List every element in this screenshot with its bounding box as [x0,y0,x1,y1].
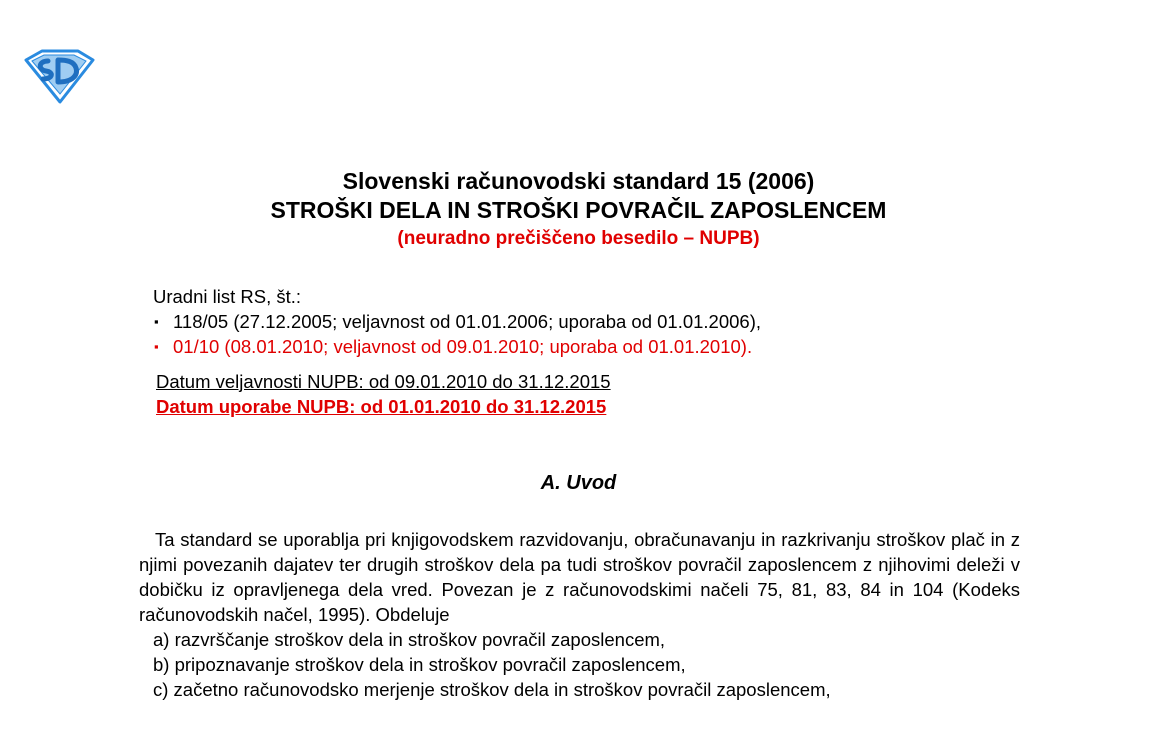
bullet-icon: ▪ [154,314,159,329]
intro-body [139,527,1020,702]
list-item: b) pripoznavanje stroškov dela in stroškov povračil zaposlencem, [153,654,686,675]
section-heading: A. Uvod [540,472,617,494]
sd-logo-icon [22,48,96,104]
list-item: a) razvrščanje stroškov dela in stroškov povračil zaposlencem, [153,629,666,650]
gazette-label: Uradni list RS, št.: [153,286,302,307]
document-title [0,167,1157,253]
gazette-item [153,309,761,334]
official-gazette-block [153,284,761,359]
gazette-item-text: 01/10 (08.01.2010; veljavnost od 09.01.2010; uporaba od 01.01.2010). [173,336,753,357]
gazette-list [153,309,761,359]
gazette-item [153,334,761,359]
validity-dates [156,369,611,419]
list-item: c) začetno računovodsko merjenje stroškov dela in stroškov povračil zaposlencem, [153,679,831,700]
gazette-item-text: 118/05 (27.12.2005; veljavnost od 01.01.2006; uporaba od 01.01.2006), [173,311,762,332]
bullet-icon: ▪ [154,339,159,354]
intro-paragraph: Ta standard se uporablja pri knjigovodskem razvidovanju, obračunavanju in razkrivanju stroškov plač in z njimi povezanih dajatev ter drugih stroškov dela pa tudi stroškov povračil zaposlencem z njihovimi deleži v dobičku iz opravljenega dela vred. Povezan je z računovodskimi načeli 75, 81, 83, 84 in 104 (Kodeks računovodskih načel, 1995). Obdeluje [139,529,1020,625]
title-line-subject: STROŠKI DELA IN STROŠKI POVRAČIL ZAPOSLENCEM [270,197,887,223]
intro-list [139,627,1020,702]
application-date: Datum uporabe NUPB: od 01.01.2010 do 31.12.2015 [156,396,607,417]
title-line-standard: Slovenski računovodski standard 15 (2006) [342,168,815,194]
title-line-nupb: (neuradno prečiščeno besedilo – NUPB) [397,228,760,249]
validity-date: Datum veljavnosti NUPB: od 09.01.2010 do 31.12.2015 [156,371,611,392]
